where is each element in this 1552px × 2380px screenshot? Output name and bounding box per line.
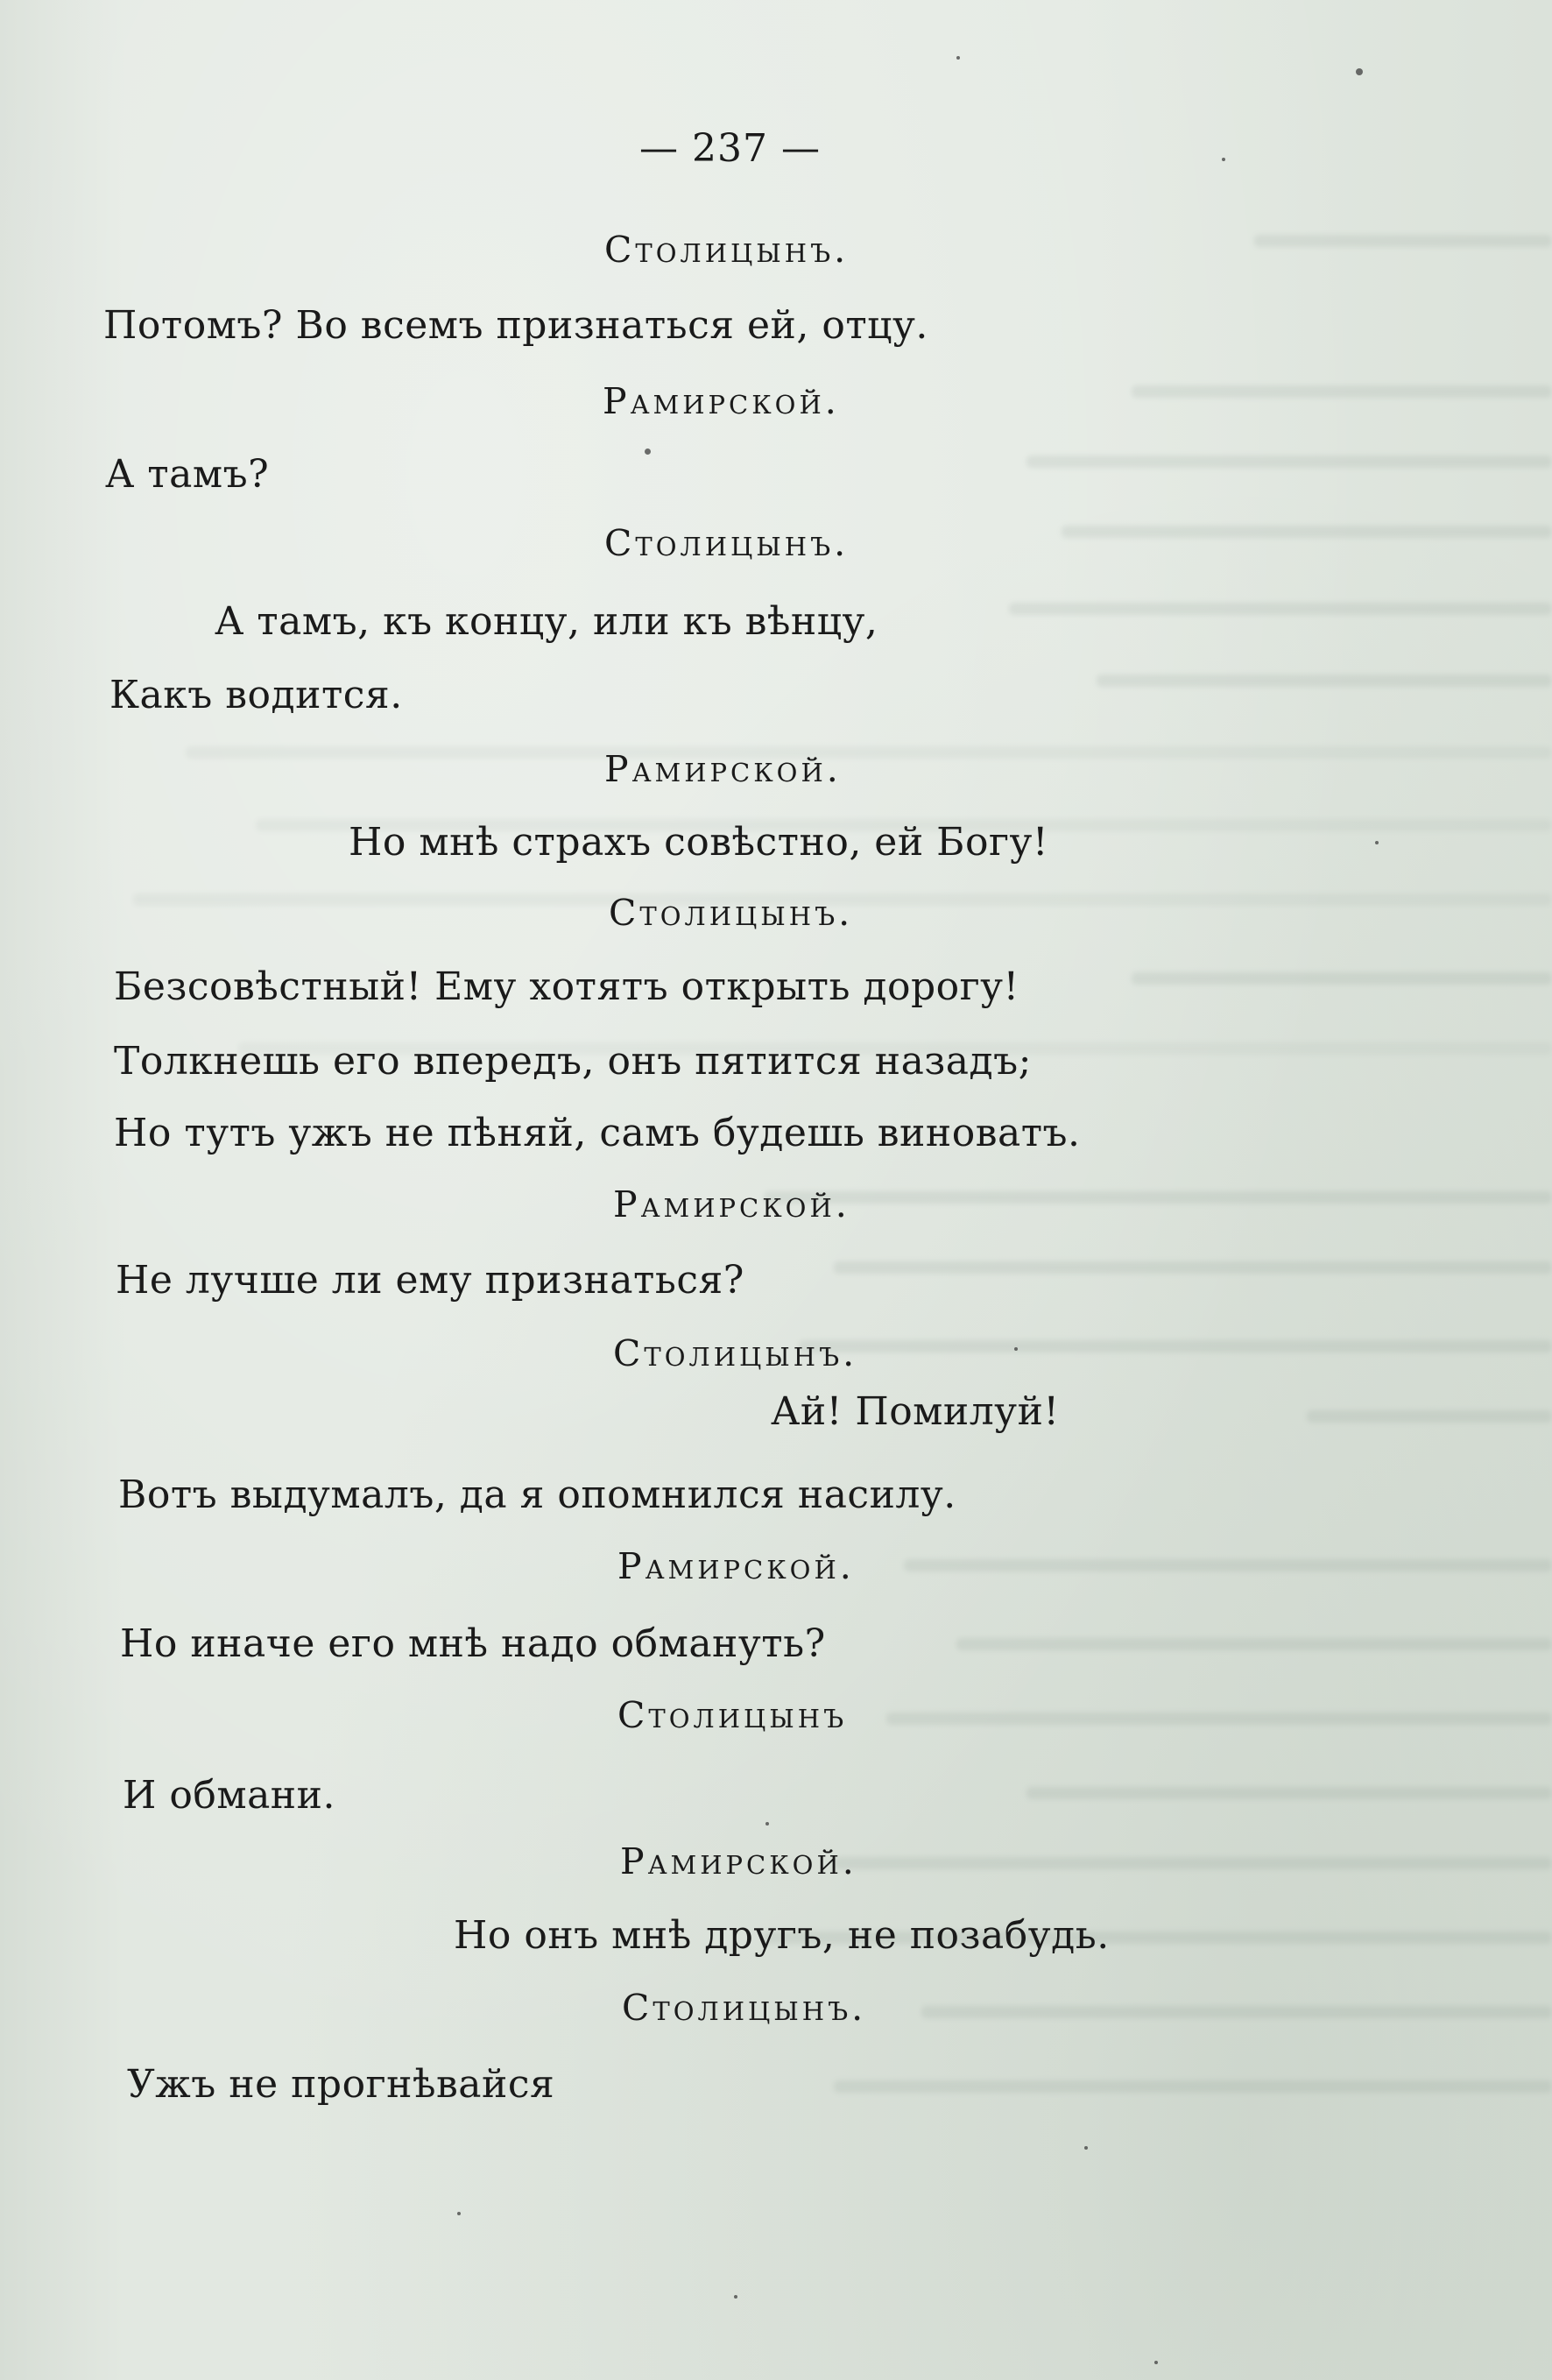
speaker-name: Столицынъ	[617, 1694, 848, 1736]
paper-speck	[645, 448, 651, 455]
speaker-name: Рамирской.	[613, 1183, 850, 1225]
speaker-name: Столицынъ.	[613, 1332, 858, 1374]
paper-speck	[956, 56, 960, 60]
paper-speck	[734, 2295, 737, 2299]
paper-speck	[1222, 158, 1225, 161]
speaker-name: Столицынъ.	[604, 229, 850, 271]
verse-line: Ужъ не прогнѣвайся	[127, 2062, 555, 2107]
verse-line: Но тутъ ужъ не пѣняй, самъ будешь виноватъ.	[114, 1111, 1081, 1155]
page-number: — 237 —	[639, 126, 821, 171]
verse-line: Вотъ выдумалъ, да я опомнился насилу.	[118, 1472, 956, 1517]
speaker-name: Столицынъ.	[609, 892, 854, 934]
speaker-name: Рамирской.	[617, 1545, 855, 1587]
paper-speck	[1154, 2361, 1158, 2364]
speaker-name: Рамирской.	[603, 380, 840, 422]
verse-line: А тамъ?	[105, 452, 270, 497]
verse-line: Не лучше ли ему признаться?	[116, 1258, 744, 1303]
verse-line: Но иначе его мнѣ надо обмануть?	[120, 1621, 826, 1666]
verse-line: Какъ водится.	[109, 673, 403, 717]
paper-speck	[1375, 841, 1379, 844]
verse-line: Толкнешь его впередъ, онъ пятится назадъ;	[114, 1039, 1032, 1084]
paper-speck	[1084, 2146, 1088, 2150]
paper-speck	[1356, 68, 1363, 75]
verse-line: Но онъ мнѣ другъ, не позабудь.	[454, 1913, 1110, 1958]
verse-line: А тамъ, къ концу, или къ вѣнцу,	[215, 599, 878, 644]
verse-line: Безсовѣстный! Ему хотятъ открыть дорогу!	[114, 964, 1019, 1009]
paper-speck	[765, 1822, 769, 1826]
paper-speck	[457, 2212, 461, 2215]
verse-line: Но мнѣ страхъ совѣстно, ей Богу!	[349, 820, 1049, 865]
verse-line: Потомъ? Во всемъ признаться ей, отцу.	[103, 303, 928, 348]
speaker-name: Рамирской.	[604, 748, 842, 790]
verse-line: Ай! Помилуй!	[771, 1389, 1060, 1434]
speaker-name: Столицынъ.	[622, 1987, 867, 2029]
verse-line: И обмани.	[123, 1773, 335, 1818]
speaker-name: Столицынъ.	[604, 522, 850, 564]
speaker-name: Рамирской.	[620, 1840, 857, 1882]
paper-speck	[1014, 1347, 1018, 1351]
